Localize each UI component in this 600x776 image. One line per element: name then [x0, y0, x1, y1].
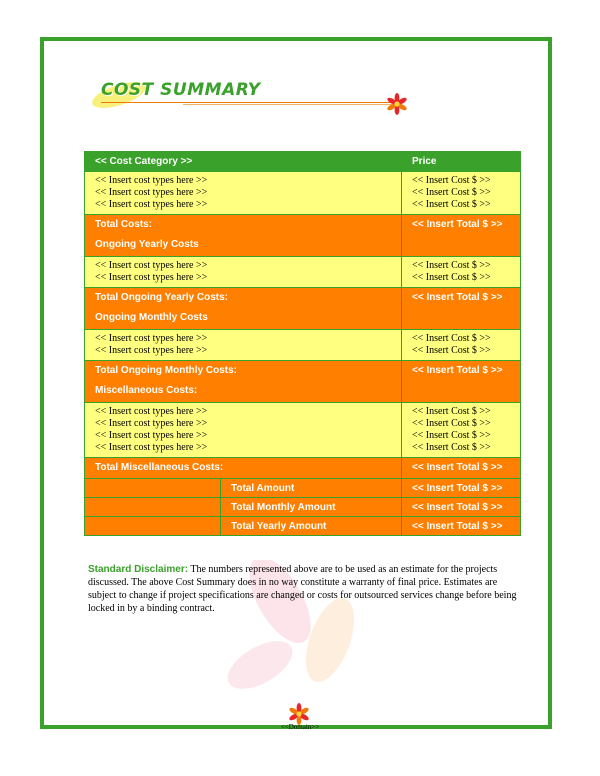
title-underline-thin [183, 104, 393, 105]
cost-types-cell [85, 257, 402, 288]
cost-type: << Insert cost types here >> [95, 260, 208, 271]
total-value-cell [402, 361, 521, 403]
summary-spacer [85, 517, 221, 536]
title-underline [101, 102, 393, 103]
cost-values-cell [402, 172, 521, 215]
total-value: << Insert Total $ >> [412, 462, 503, 473]
items-row [85, 403, 521, 458]
total-row [85, 288, 521, 330]
cost-table [84, 151, 521, 536]
cost-value: << Insert Cost $ >> [412, 272, 491, 283]
cost-type: << Insert cost types here >> [95, 187, 208, 198]
total-label: Total Costs: [95, 219, 153, 230]
summary-spacer [85, 479, 221, 498]
cost-value: << Insert Cost $ >> [412, 430, 491, 441]
cost-types-cell [85, 330, 402, 361]
total-value: << Insert Total $ >> [412, 292, 503, 303]
cost-values-cell [402, 257, 521, 288]
total-label-cell [85, 458, 402, 479]
disclaimer-text: The numbers represented above are to be used as an estimate for the projects discussed. The above Cost Summary does in no way constitute a warranty of final price. Estimates are subject to change if project specifications are changed or costs for outsourced services change before being locked in by a binding contract. [88, 564, 517, 614]
summary-value: << Insert Total $ >> [402, 479, 521, 498]
cost-value: << Insert Cost $ >> [412, 175, 491, 186]
cost-type: << Insert cost types here >> [95, 272, 208, 283]
total-label-cell [85, 361, 402, 403]
total-label-cell [85, 288, 402, 330]
cost-types-cell [85, 172, 402, 215]
flower-icon [386, 93, 408, 115]
total-label: Total Miscellaneous Costs: [95, 462, 224, 473]
flower-icon [288, 703, 310, 725]
footer-domain: <<Domain>> [280, 723, 320, 731]
section-heading: Ongoing Yearly Costs [95, 239, 199, 250]
disclaimer-lead: Standard Disclaimer: [88, 564, 189, 575]
total-label: Total Ongoing Yearly Costs: [95, 292, 228, 303]
cost-values-cell [402, 330, 521, 361]
summary-label: Total Yearly Amount [221, 517, 402, 536]
summary-value: << Insert Total $ >> [402, 498, 521, 517]
total-value-cell [402, 288, 521, 330]
cost-type: << Insert cost types here >> [95, 199, 208, 210]
cost-value: << Insert Cost $ >> [412, 442, 491, 453]
items-row [85, 172, 521, 215]
cost-type: << Insert cost types here >> [95, 430, 208, 441]
items-row [85, 330, 521, 361]
cost-value: << Insert Cost $ >> [412, 406, 491, 417]
total-value: << Insert Total $ >> [412, 365, 503, 376]
cost-type: << Insert cost types here >> [95, 442, 208, 453]
total-row [85, 458, 521, 479]
summary-label: Total Monthly Amount [221, 498, 402, 517]
summary-row [85, 498, 521, 517]
total-row [85, 215, 521, 257]
page-title: COST SUMMARY [101, 80, 261, 100]
total-label-cell [85, 215, 402, 257]
summary-row [85, 517, 521, 536]
section-heading: Ongoing Monthly Costs [95, 312, 208, 323]
total-row [85, 361, 521, 403]
cost-types-cell [85, 403, 402, 458]
total-value-cell [402, 458, 521, 479]
cost-value: << Insert Cost $ >> [412, 345, 491, 356]
cost-value: << Insert Cost $ >> [412, 187, 491, 198]
table-header-row [85, 152, 521, 172]
disclaimer [88, 563, 520, 615]
cost-value: << Insert Cost $ >> [412, 260, 491, 271]
summary-spacer [85, 498, 221, 517]
cost-type: << Insert cost types here >> [95, 345, 208, 356]
total-label: Total Ongoing Monthly Costs: [95, 365, 238, 376]
section-heading: Miscellaneous Costs: [95, 385, 198, 396]
cost-value: << Insert Cost $ >> [412, 199, 491, 210]
cost-type: << Insert cost types here >> [95, 418, 208, 429]
col-category-header: << Cost Category >> [85, 152, 402, 172]
cost-values-cell [402, 403, 521, 458]
cost-value: << Insert Cost $ >> [412, 418, 491, 429]
items-row [85, 257, 521, 288]
total-value: << Insert Total $ >> [412, 219, 503, 230]
header [87, 76, 417, 116]
total-value-cell [402, 215, 521, 257]
cost-type: << Insert cost types here >> [95, 333, 208, 344]
cost-value: << Insert Cost $ >> [412, 333, 491, 344]
cost-type: << Insert cost types here >> [95, 175, 208, 186]
col-price-header: Price [402, 152, 521, 172]
summary-row [85, 479, 521, 498]
cost-type: << Insert cost types here >> [95, 406, 208, 417]
summary-value: << Insert Total $ >> [402, 517, 521, 536]
summary-label: Total Amount [221, 479, 402, 498]
